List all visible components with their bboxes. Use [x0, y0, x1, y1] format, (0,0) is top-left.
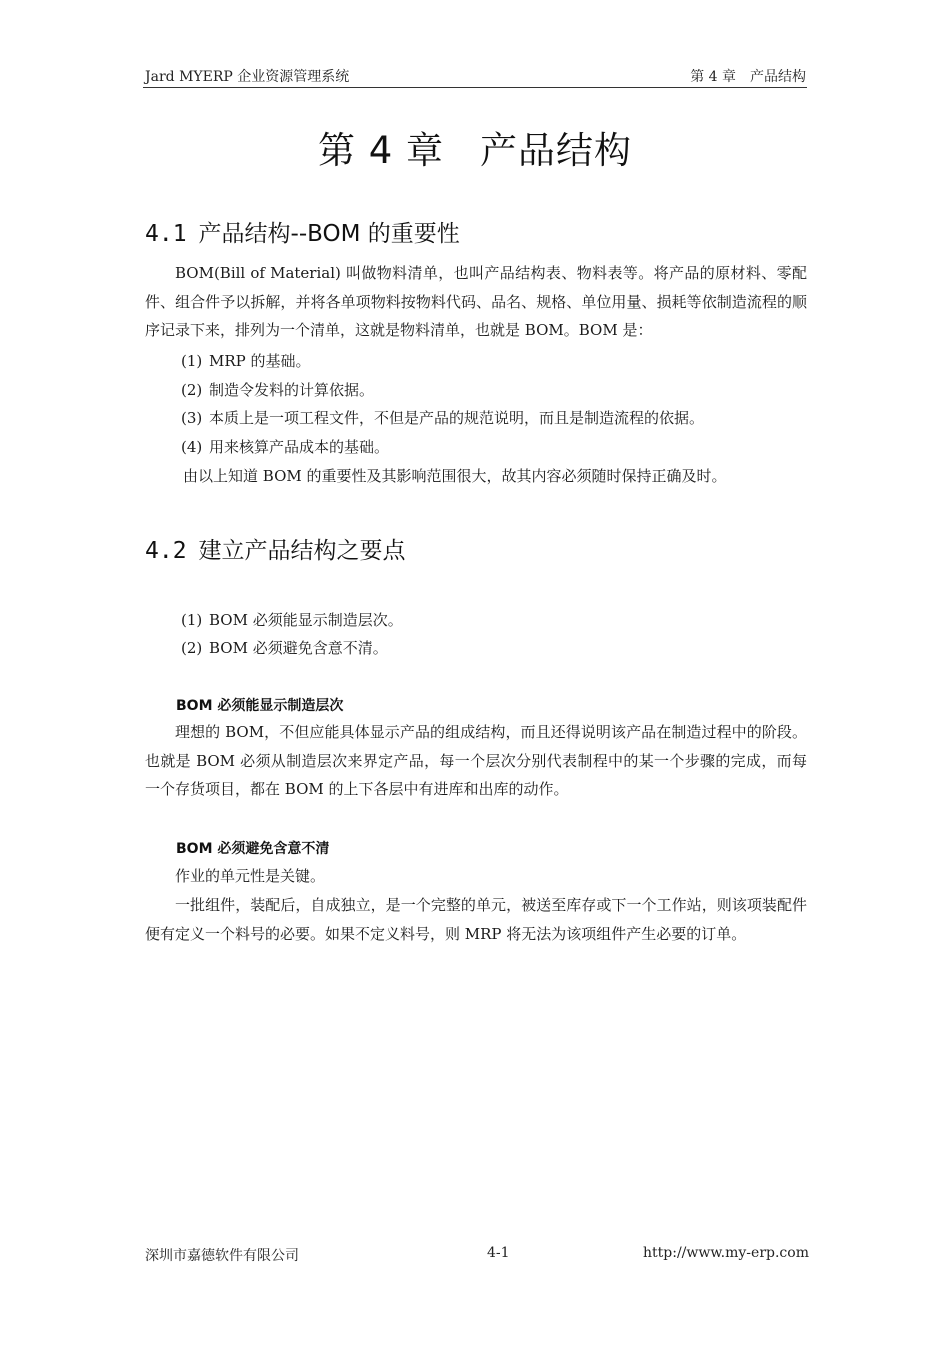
header-rule: [143, 87, 807, 88]
item-text: MRP 的基础。: [209, 352, 311, 370]
section1-conclusion: 由以上知道 BOM 的重要性及其影响范围很大，故其内容必须随时保持正确及时。: [183, 467, 727, 485]
section1-intro: BOM(Bill of Material) 叫做物料清单，也叫产品结构表、物料表等。将产品的原材料、零配件、组合件予以拆解，并将各单项物料按物料代码、品名、规格、单位用量、损耗等依制造流程的顺序记录下来，排列为一个清单，这就是物料清单，也就是 BOM。BOM 是：: [145, 264, 807, 339]
sub1-body: 理想的 BOM，不但应能具体显示产品的组成结构，而且还得说明该产品在制造过程中的阶段。也就是 BOM 必须从制造层次来界定产品，每一个层次分别代表制程中的某一个步骤的完成，而每一个存货项目，都在 BOM 的上下各层中有进库和出库的动作。: [145, 723, 807, 798]
section1-number: 4.1: [145, 221, 187, 247]
item-number: (1): [181, 352, 203, 370]
section1-item-1: [181, 350, 311, 371]
chapter-name: 产品结构: [480, 129, 633, 172]
footer-url: http://www.my-erp.com: [643, 1245, 809, 1261]
section1-item-2: [181, 379, 374, 400]
footer-company: 深圳市嘉德软件有限公司: [145, 1248, 299, 1264]
item-number: (4): [181, 438, 203, 456]
section2-item-2: [181, 637, 388, 658]
section1-item-3: [181, 407, 704, 428]
sub2-body-1: 作业的单元性是关键。: [175, 867, 326, 885]
section2-title: 建立产品结构之要点: [198, 538, 406, 564]
item-number: (3): [181, 409, 203, 427]
sub2-body-2: 一批组件，装配后，自成独立，是一个完整的单元，被送至库存或下一个工作站，则该项装配件便有定义一个料号的必要。如果不定义料号，则 MRP 将无法为该项组件产生必要的订单。: [145, 896, 807, 943]
chapter-number: 第 4 章: [317, 129, 445, 172]
item-text: 本质上是一项工程文件，不但是产品的规范说明，而且是制造流程的依据。: [209, 409, 705, 427]
item-text: 制造令发料的计算依据。: [209, 381, 375, 399]
section1-title: 产品结构--BOM 的重要性: [198, 221, 460, 247]
item-text: BOM 必须避免含意不清。: [209, 639, 388, 657]
header-right: 第 4 章 产品结构: [690, 69, 806, 85]
item-number: (2): [181, 639, 203, 657]
section2-item-1: [181, 609, 403, 630]
section1-item-4: [181, 436, 389, 457]
sub2-title: BOM 必须避免含意不清: [176, 841, 330, 857]
item-text: 用来核算产品成本的基础。: [209, 438, 390, 456]
item-number: (1): [181, 611, 203, 629]
section2-heading: [145, 532, 406, 565]
section1-heading: [145, 215, 460, 248]
sub1-title: BOM 必须能显示制造层次: [176, 698, 344, 714]
header-left: Jard MYERP 企业资源管理系统: [145, 69, 350, 85]
section2-number: 4.2: [145, 538, 187, 564]
item-number: (2): [181, 381, 203, 399]
chapter-title: [0, 120, 950, 174]
item-text: BOM 必须能显示制造层次。: [209, 611, 403, 629]
footer-page-number: 4-1: [487, 1245, 510, 1261]
